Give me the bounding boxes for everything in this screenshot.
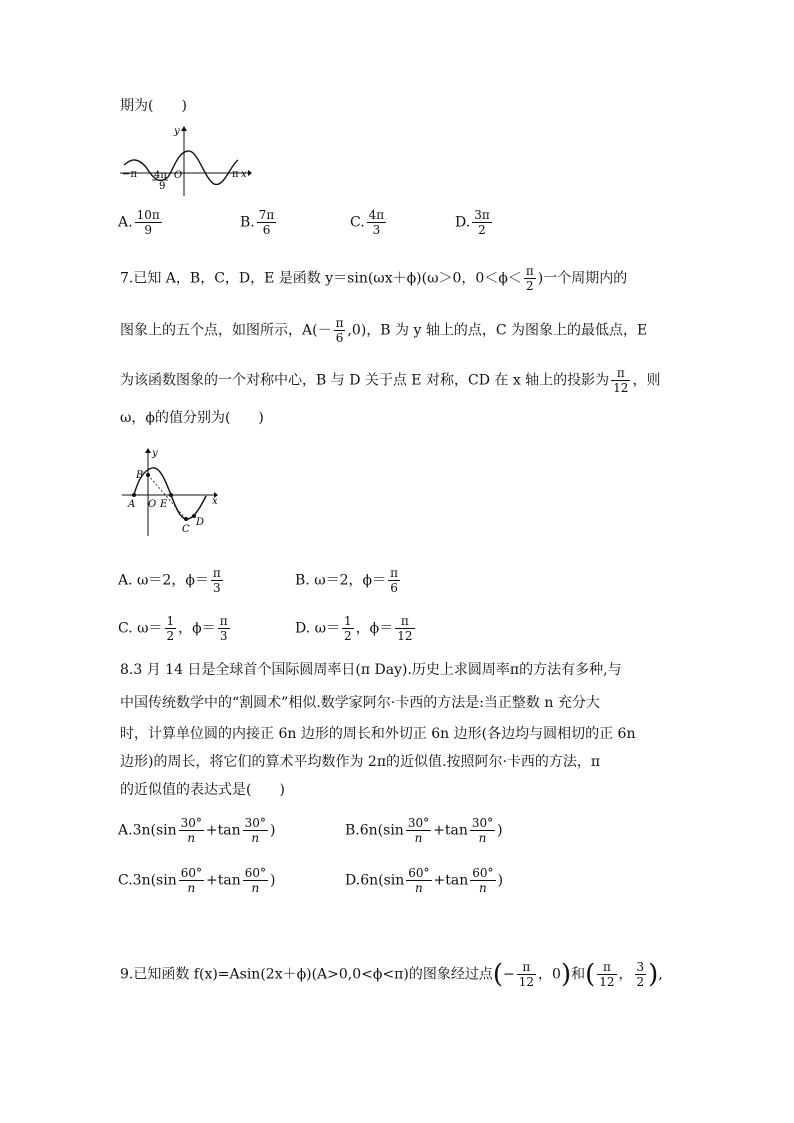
q7-dashed-b-c	[148, 475, 186, 519]
q6-stem-tail: 期为( )	[120, 98, 187, 114]
q8-option-c[interactable]: C.3n(sin $\frac{60^\circ}{n}$ +tan $\frac{60^\circ}{n}$ )	[118, 866, 276, 895]
q8-option-d[interactable]: D.6n(sin $\frac{60^\circ}{n}$ +tan $\frac{60^\circ}{n}$ )	[345, 866, 504, 895]
q7-option-c[interactable]: C. ω＝ $\frac{1}{2}$ ，ϕ＝ $\frac{\pi}{3}$	[118, 614, 228, 643]
q8-option-b[interactable]: B.6n(sin $\frac{30^\circ}{n}$ +tan $\frac{30^\circ}{n}$ )	[345, 816, 503, 845]
q6-option-d[interactable]: D. $\frac{3\pi}{2}$	[455, 208, 490, 237]
q7-label-b: B	[136, 470, 144, 481]
q6-y-arrow	[181, 126, 187, 131]
q6-x-label: x	[241, 169, 247, 180]
q7-option-d[interactable]: D. ω＝ $\frac{1}{2}$ ，ϕ＝ $\frac{\pi}{12}$	[295, 614, 413, 643]
q8-option-a[interactable]: A.3n(sin $\frac{30^\circ}{n}$ +tan $\frac{30^\circ}{n}$ )	[118, 816, 276, 845]
q7-option-a[interactable]: A. ω＝2，ϕ＝ $\frac{\pi}{3}$	[118, 566, 221, 595]
q7-point-c	[184, 517, 188, 521]
q7-point-a	[132, 493, 136, 497]
q9-stem-line-1: 9.已知函数 f(x)=Asin(2x＋ϕ)(A>0,0<ϕ<π)的图象经过点(− $\frac{\pi}{12}$ ，0)和( $\frac{\pi}{12}$ ， $\frac{3}{2}$ ),	[120, 959, 663, 990]
q6-option-a[interactable]: A. $\frac{10\pi}{9}$	[118, 208, 160, 237]
q6-y-label: y	[174, 126, 180, 137]
q8-stem-line-1: 8.3 月 14 日是全球首个国际圆周率日(π Day).历史上求圆周率π的方法有多种,与	[120, 662, 622, 678]
q7-x-label: x	[212, 496, 218, 507]
q7-point-e	[169, 493, 173, 497]
q6-graph	[118, 122, 253, 196]
q7-graph	[120, 444, 224, 536]
q6-option-b[interactable]: B. $\frac{7\pi}{6}$	[240, 208, 275, 237]
q6-tick-denominator: 9	[159, 181, 166, 192]
q7-label-e: E	[160, 499, 168, 510]
q6-neg-pi-label: −π	[122, 169, 137, 180]
q7-label-a: A	[128, 499, 136, 510]
q8-stem-line-2: 中国传统数学中的“割圆术”相似.数学家阿尔·卡西的方法是:当正整数 n 充分大	[120, 695, 600, 711]
q8-stem-line-4: 边形)的周长，将它们的算术平均数作为 2π的近似值.按照阿尔·卡西的方法，π	[120, 754, 601, 770]
q7-y-label: y	[152, 448, 158, 459]
q6-option-c[interactable]: C. $\frac{4\pi}{3}$	[350, 208, 385, 237]
q7-stem-line-3: 为该函数图象的一个对称中心，B 与 D 关于点 E 对称，CD 在 x 轴上的投影为 $\frac{\pi}{12}$ ，则	[120, 366, 661, 395]
q7-label-o: O	[148, 499, 157, 510]
q8-stem-line-5: 的近似值的表达式是( )	[120, 782, 285, 798]
q7-stem-line-2: 图象上的五个点，如图所示，A(－ $\frac{\pi}{6}$ ,0)，B 为 y 轴上的点，C 为图象上的最低点，E	[120, 316, 648, 345]
q7-option-b[interactable]: B. ω＝2，ϕ＝ $\frac{\pi}{6}$	[295, 566, 398, 595]
q6-tick-numerator: 4π	[154, 170, 167, 181]
q6-x-arrow	[248, 170, 252, 176]
q7-label-d: D	[196, 517, 205, 528]
q6-pi-label: π	[232, 169, 239, 180]
q7-point-b	[146, 473, 150, 477]
q7-label-c: C	[182, 524, 190, 535]
q7-y-arrow	[145, 448, 151, 453]
q7-stem-line-4: ω，ϕ的值分别为( )	[120, 410, 264, 426]
q7-stem-line-1: 7.已知 A，B，C，D，E 是函数 y＝sin(ωx＋ϕ)(ω＞0，0＜ϕ＜ $\frac{\pi}{2}$ )一个周期内的	[120, 264, 628, 293]
q6-origin-label: O	[174, 170, 183, 181]
q8-stem-line-3: 时，计算单位圆的内接正 6n 边形的周长和外切正 6n 边形(各边均与圆相切的正 6n	[120, 726, 636, 742]
